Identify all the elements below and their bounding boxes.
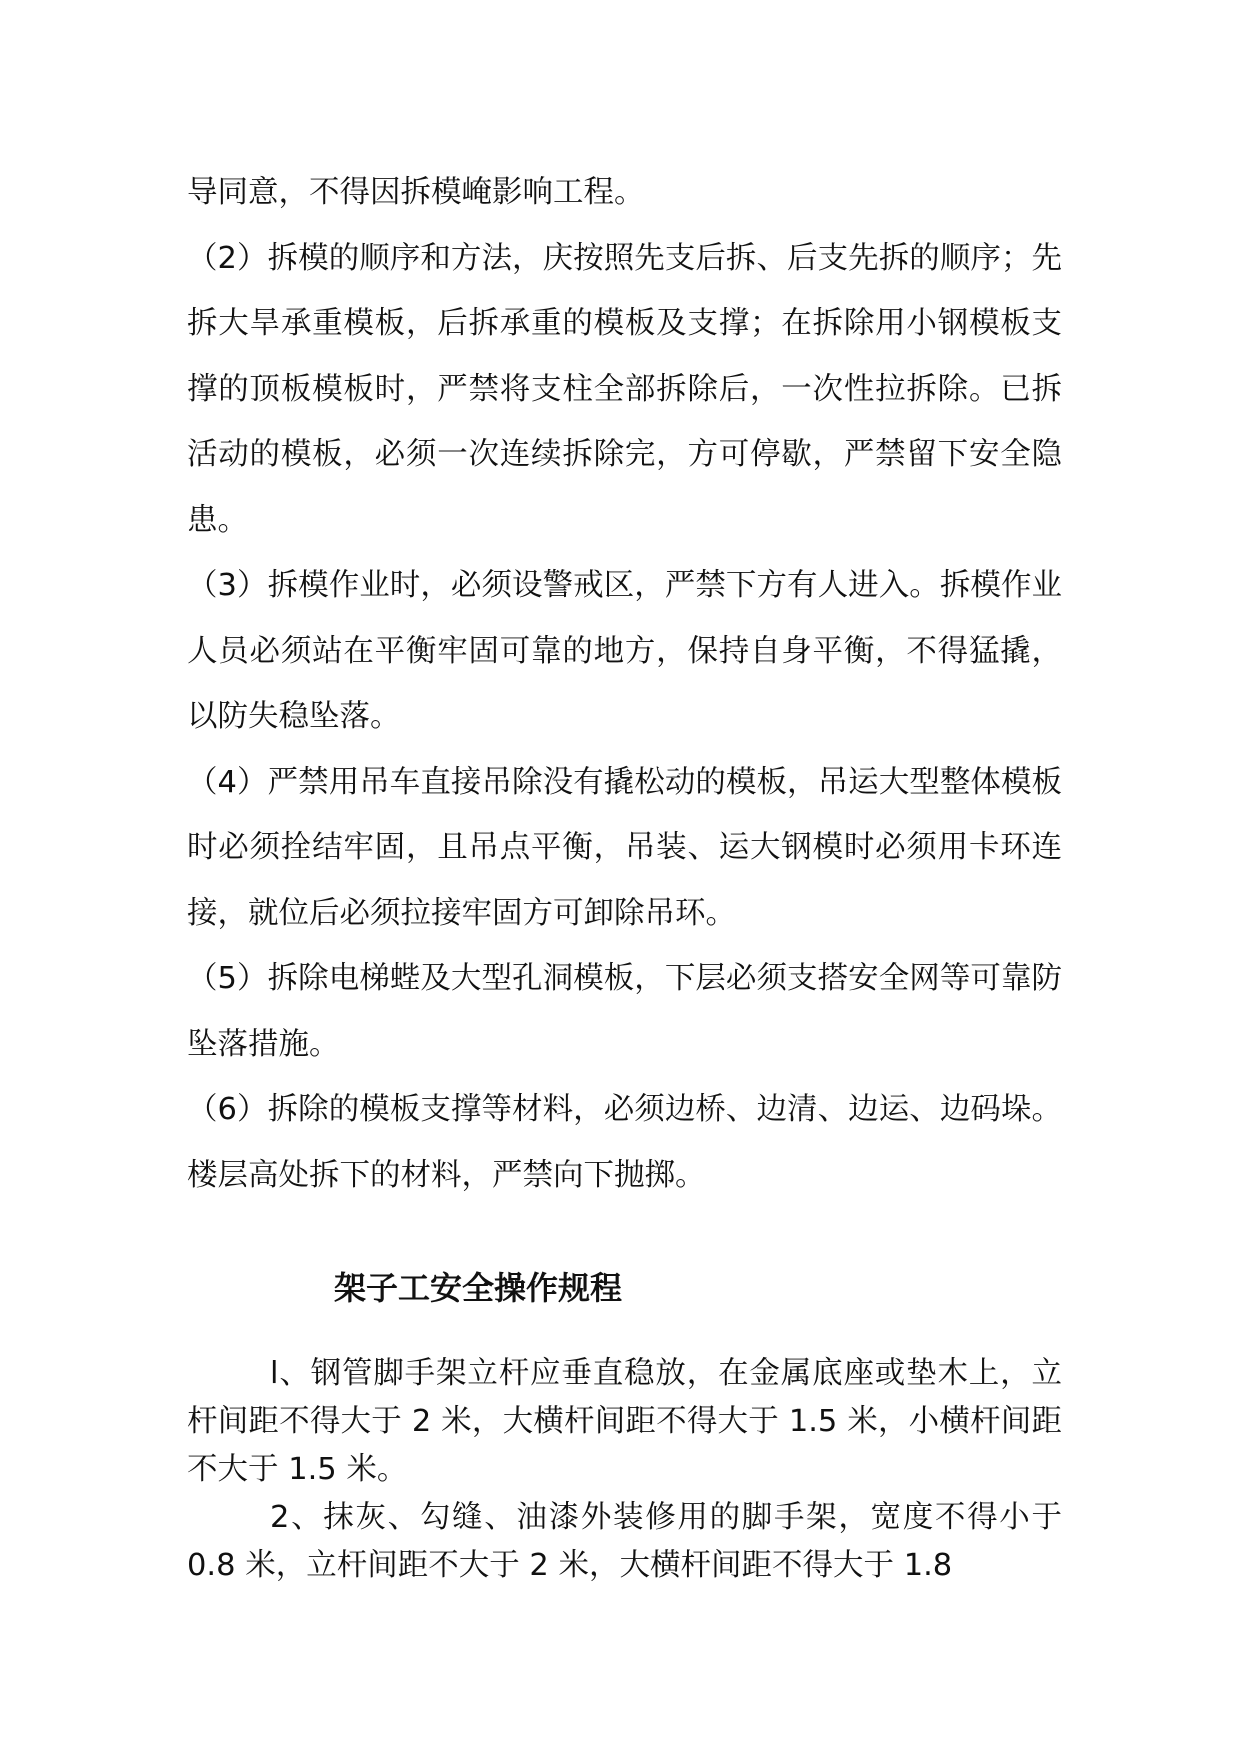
paragraph: （6）拆除的模板支撑等材料，必须边桥、边清、边运、边码垛。楼层高处拆下的材料，严禁向下抛掷。 [187,1092,1062,1193]
paragraph: 2、抹灰、勾缝、油漆外装修用的脚手架，宽度不得小于 0.8 米，立杆间距不大于 2 米，大横杆间距不得大于 1.8 [187,1500,1062,1583]
paragraph: 导同意，不得因拆模崦影响工程。 [187,175,645,210]
paragraph: （5）拆除电梯蜌及大型孔洞模板，下层必须支搭安全网等可靠防坠落措施。 [187,961,1062,1062]
paragraph: l、钢管脚手架立杆应垂直稳放，在金属底座或垫木上，立杆间距不得大于 2 米，大横杆间距不得大于 1.5 米，小横杆间距不大于 1.5 米。 [187,1356,1062,1487]
formwork-removal-section [187,160,1062,1208]
scaffolder-rules-section [187,1350,1062,1590]
paragraph: （3）拆模作业时，必须设警戒区，严禁下方有人进入。拆模作业人员必须站在平衡牢固可靠的地方，保持自身平衡，不得猛撬，以防失稳坠落。 [187,568,1062,734]
paragraph: （2）拆模的顺序和方法，庆按照先支后拆、后支先拆的顺序；先拆大旱承重模板，后拆承重的模板及支撑；在拆除用小钢模板支撑的顶板模板时，严禁将支柱全部拆除后，一次性拉拆除。已拆活动的模板，必须一次连续拆除完，方可停歇，严禁留下安全隐患。 [187,240,1062,538]
paragraph: （4）严禁用吊车直接吊除没有撬松动的模板，吊运大型整体模板时必须拴结牢固，且吊点平衡，吊装、运大钢模时必须用卡环连接，就位后必须拉接牢固方可卸除吊环。 [187,764,1062,931]
section-heading: 架子工安全操作规程 [334,1269,623,1307]
